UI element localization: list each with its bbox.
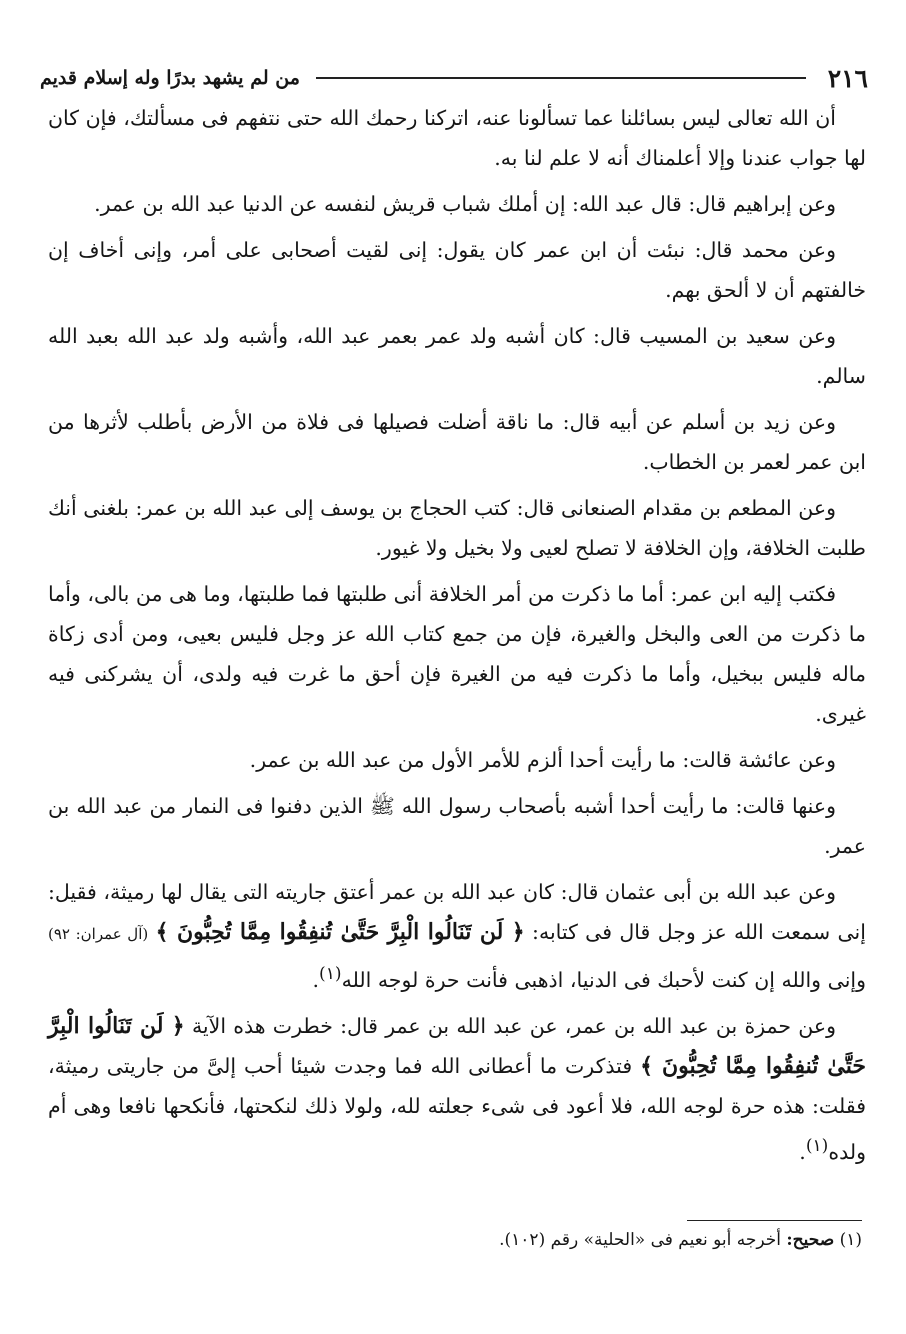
footnote-grade: صحيح: bbox=[786, 1230, 835, 1250]
paragraph-text: وعن حمزة بن عبد الله بن عمر، عن عبد الله بن عمر قال: خطرت هذه الآية bbox=[191, 1013, 836, 1038]
verse-reference: (آل عمران: ٩٢) bbox=[48, 925, 149, 943]
paragraph: وعن محمد قال: نبئت أن ابن عمر كان يقول: إنى لقيت أصحابى على أمر، وإنى أخاف إن خالفتهم أن لا ألحق بهم. bbox=[48, 238, 866, 302]
paragraph: وعن المطعم بن مقدام الصنعانى قال: كتب الحجاج بن يوسف إلى عبد الله بن عمر: بلغنى أنك طلبت الخلافة، وإن الخلافة لا تصلح لعيى ولا بخيل ولا غيور. bbox=[48, 496, 866, 560]
page-body bbox=[48, 98, 866, 1178]
paragraph: وعن إبراهيم قال: قال عبد الله: إن أملك شباب قريش لنفسه عن الدنيا عبد الله بن عمر. bbox=[94, 192, 836, 216]
paragraph: وعن زيد بن أسلم عن أبيه قال: ما ناقة أضلت فصيلها فى فلاة من الأرض بأطلب لأثرها من ابن عمر لعمر بن الخطاب. bbox=[48, 410, 866, 474]
paragraph-text: وعن عبد الله بن أبى عثمان قال: كان عبد الله بن عمر أعتق جاريته التى يقال لها رميثة، فقيل: إنى سمعت الله عز وجل قال فى كتابه: bbox=[48, 880, 866, 944]
paragraph-text: وإنى والله إن كنت لأحبك فى الدنيا، اذهبى فأنت حرة لوجه الله bbox=[341, 967, 866, 992]
paragraph-text: فتذكرت ما أعطانى الله فما وجدت شيئا أحب إلىَّ من جاريتى رميثة، فقلت: هذه حرة لوجه الله، فلا أعود فى شىء جعلته لله، ولولا ذلك لنكحتها، فأنكحها نافعا وهى أم ولده bbox=[48, 1053, 866, 1164]
paragraph-with-verse: وعن عبد الله بن أبى عثمان قال: كان عبد الله بن عمر أعتق جاريته التى يقال لها رميثة، فقيل: إنى سمعت الله عز وجل قال فى كتابه: ﴿ لَن تَنَالُوا الْبِرَّ حَتَّىٰ تُنفِقُوا مِمَّا تُحِبُّونَ ﴾ (آل عمران: ٩٢) وإنى والله إن كنت لأحبك فى الدنيا، اذهبى فأنت حرة لوجه الله$^{(١)}$. bbox=[48, 880, 866, 992]
footnote-number: (١) bbox=[839, 1230, 862, 1250]
running-title: من لم يشهد بدرًا وله إسلام قديم bbox=[40, 67, 300, 89]
quran-verse: ﴿ لَن تَنَالُوا الْبِرَّ حَتَّىٰ تُنفِقُوا مِمَّا تُحِبُّونَ ﴾ bbox=[155, 919, 525, 945]
quran-verse: ﴿ لَن تَنَالُوا الْبِرَّ حَتَّىٰ تُنفِقُوا مِمَّا تُحِبُّونَ ﴾ bbox=[48, 1012, 866, 1079]
page-number: ٢١٦ bbox=[827, 63, 868, 93]
paragraph: فكتب إليه ابن عمر: أما ما ذكرت من أمر الخلافة أنى طلبتها فما طلبتها، وما هى من بالى، وأما ما ذكرت من العى والبخل والغيرة، فإن من جمع كتاب الله عز وجل فليس بعيى، ومن أدى زكاة ماله فليس ببخيل، وأما ما ذكرت فيه من الغيرة فإن أحق ما غرت فيه ولدى، أن يشركنى فيه غيرى. bbox=[48, 582, 866, 726]
footnote-text: أخرجه أبو نعيم فى «الحلية» رقم (١٠٢). bbox=[499, 1230, 781, 1250]
paragraph: وعن سعيد بن المسيب قال: كان أشبه ولد عمر بعمر عبد الله، وأشبه ولد عبد الله بعبد الله سالم. bbox=[48, 324, 866, 388]
footnote-separator bbox=[687, 1220, 862, 1221]
footnote bbox=[44, 1226, 862, 1254]
footnote-marker: (١) bbox=[805, 1135, 829, 1156]
paragraph: وعنها قالت: ما رأيت أحدا أشبه بأصحاب رسول الله ﷺ الذين دفنوا فى النمار من عبد الله بن عمر. bbox=[48, 794, 866, 858]
page-header bbox=[40, 62, 868, 94]
header-rule bbox=[316, 77, 806, 79]
paragraph-with-verse: وعن حمزة بن عبد الله بن عمر، عن عبد الله بن عمر قال: خطرت هذه الآية ﴿ لَن تَنَالُوا الْبِرَّ حَتَّىٰ تُنفِقُوا مِمَّا تُحِبُّونَ ﴾ فتذكرت ما أعطانى الله فما وجدت شيئا أحب إلىَّ من جاريتى رميثة، فقلت: هذه حرة لوجه الله، فلا أعود فى شىء جعلته لله، ولولا ذلك لنكحتها، فأنكحها نافعا وهى أم ولده$^{(١)}$. bbox=[48, 1012, 866, 1164]
paragraph: وعن عائشة قالت: ما رأيت أحدا ألزم للأمر الأول من عبد الله بن عمر. bbox=[249, 748, 836, 772]
footnote-marker: (١) bbox=[319, 964, 342, 984]
paragraph: أن الله تعالى ليس بسائلنا عما تسألونا عنه، اتركنا رحمك الله حتى نتفهم فى مسألتك، فإن كان لها جواب عندنا وإلا أعلمناك أنه لا علم لنا به. bbox=[48, 106, 866, 170]
